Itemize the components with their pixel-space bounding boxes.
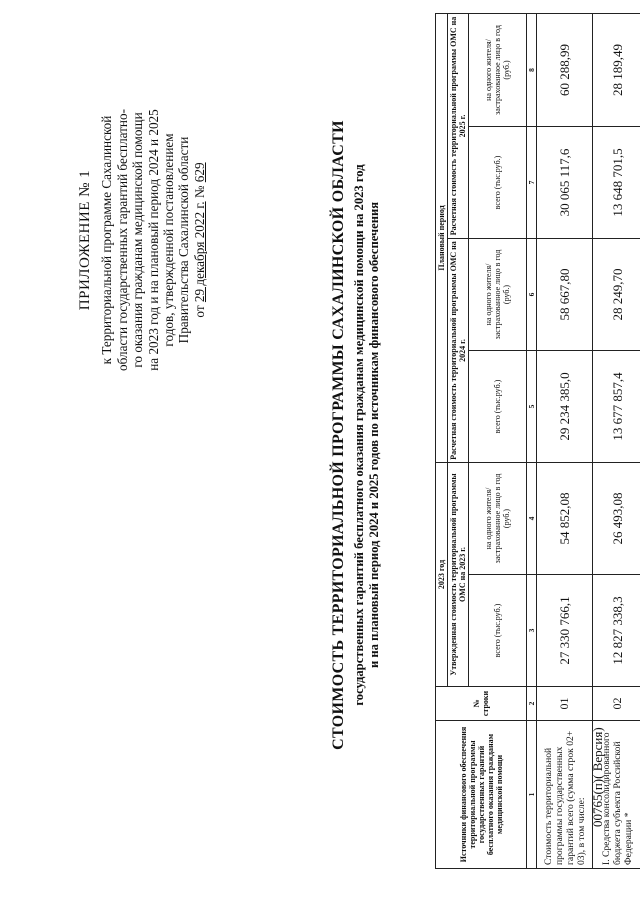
header-per-capita-2023: на одного жителя/застрахованное лицо в год (руб.) [469, 463, 527, 575]
date-prefix: от [191, 305, 207, 318]
appendix-line: годов, утвержденной постановлением [161, 133, 177, 347]
appendix-line: области государственных гарантий бесплатно- [114, 109, 130, 371]
total-2024-cell: 13 677 857,4 [593, 351, 640, 463]
appendix-line: го оказания гражданам медицинской помощи [130, 112, 146, 368]
row-code: 01 [537, 687, 593, 721]
header-total-2023: всего (тыс.руб.) [469, 575, 527, 687]
number-sign: № [191, 185, 207, 199]
header-per-capita-2025: на одного жителя/застрахованное лицо в год (руб.) [469, 13, 527, 126]
column-number: 5 [527, 351, 537, 463]
column-number: 4 [527, 463, 537, 575]
appendix-date-line [192, 80, 207, 400]
row-label: I. Средства консолидированного бюджета субъекта Российской Федерации * [593, 721, 640, 869]
column-number: 8 [527, 13, 537, 126]
total-2024-cell: 29 234 385,0 [537, 351, 593, 463]
appendix-title: ПРИЛОЖЕНИЕ № 1 [77, 169, 93, 311]
header-planned-period: Плановый период [436, 13, 448, 462]
per-capita-2023-cell: 54 852,08 [537, 463, 593, 575]
subtitle-line: и на плановый период 2024 и 2025 годов по источникам финансового обеспечения [366, 201, 381, 669]
table-row [537, 13, 593, 868]
appendix-block [78, 80, 207, 400]
document-title: СТОИМОСТЬ ТЕРРИТОРИАЛЬНОЙ ПРОГРАММЫ САХАЛИНСКОЙ ОБЛАСТИ [330, 120, 347, 750]
appendix-line: к Территориальной программе Сахалинской [99, 115, 115, 365]
subtitle-line: государственных гарантий бесплатного оказания гражданам медицинской помощи на 2023 год [352, 164, 366, 706]
appendix-line: на 2023 год и на плановый период 2024 и 2025 [145, 109, 161, 371]
appendix-line: Правительства Сахалинской области [176, 136, 192, 344]
header-approved-2023: Утвержденная стоимость территориальной программы ОМС на 2023 г. [448, 463, 469, 687]
row-code: 02 [593, 687, 640, 721]
column-number: 7 [527, 127, 537, 239]
column-number: 1 [527, 721, 537, 869]
total-2025-cell: 30 065 117,6 [537, 127, 593, 239]
document-subtitle [352, 5, 381, 865]
total-2025-cell: 13 648 701,5 [593, 127, 640, 239]
per-capita-2024-cell: 58 667,80 [537, 239, 593, 351]
per-capita-2025-cell: 60 288,99 [537, 13, 593, 126]
total-2023-cell: 12 827 338,3 [593, 575, 640, 687]
header-row-number: № строки [436, 687, 527, 721]
cost-table [435, 13, 640, 869]
header-year-2023: 2023 год [436, 463, 448, 687]
per-capita-2025-cell: 28 189,49 [593, 13, 640, 126]
header-total-2025: всего (тыс.руб.) [469, 127, 527, 239]
per-capita-2023-cell: 26 493,08 [593, 463, 640, 575]
document-footer-code: 00765(п)( Версия) [590, 727, 605, 827]
header-source: Источники финансового обеспечения территориальной программы государственных гарантий бесплатного оказания гражданам медицинской помощи [436, 721, 527, 869]
column-number: 2 [527, 687, 537, 721]
column-number: 3 [527, 575, 537, 687]
column-number: 6 [527, 239, 537, 351]
resolution-date: 29 декабря 2022 г. [191, 201, 207, 303]
header-per-capita-2024: на одного жителя/застрахованное лицо в год (руб.) [469, 239, 527, 351]
header-calc-2024: Расчетная стоимость территориальной программы ОМС на 2024 г. [448, 239, 469, 463]
row-label: Стоимость территориальной программы государственных гарантий всего (сумма строк 02+ 03), в том числе: [537, 721, 593, 869]
total-2023-cell: 27 330 766,1 [537, 575, 593, 687]
header-total-2024: всего (тыс.руб.) [469, 351, 527, 463]
per-capita-2024-cell: 28 249,70 [593, 239, 640, 351]
header-calc-2025: Расчетная стоимость территориальной программы ОМС на 2025 г. [448, 13, 469, 238]
resolution-number: 629 [191, 162, 207, 183]
